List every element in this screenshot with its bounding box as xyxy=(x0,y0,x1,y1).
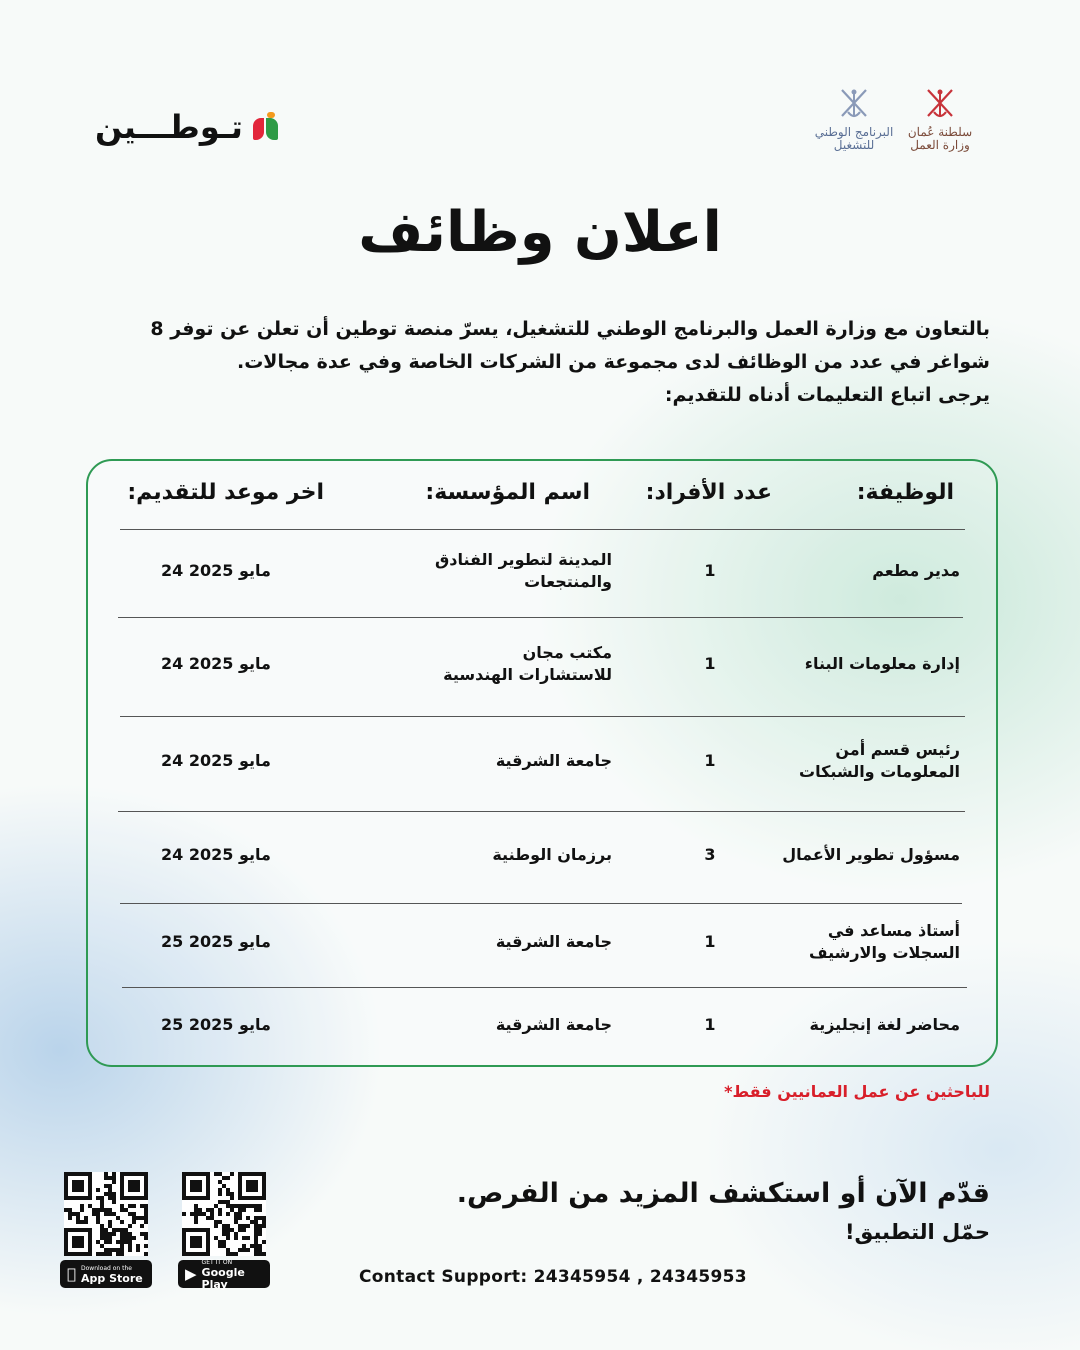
job-title xyxy=(809,920,960,964)
cta-download: حمّل التطبيق! xyxy=(844,1220,990,1244)
deadline-date-line: 24 مايو 2025 xyxy=(161,845,271,864)
job-title-line: السجلات والارشيف xyxy=(809,943,960,962)
deadline-date-line: 24 مايو 2025 xyxy=(161,561,271,580)
national-employment-program-logo xyxy=(806,86,902,152)
google-play-label: Google Play xyxy=(201,1265,245,1291)
vacancy-count xyxy=(700,844,720,866)
deadline-date xyxy=(161,653,271,675)
job-title xyxy=(810,1014,961,1036)
deadline-date xyxy=(161,844,271,866)
job-title-line: رئيس قسم أمن xyxy=(835,740,960,759)
vacancy-count xyxy=(700,1014,720,1036)
oman-emblem-red-icon xyxy=(924,86,956,122)
intro-text xyxy=(120,313,990,412)
deadline-date-line: 25 مايو 2025 xyxy=(161,1015,271,1034)
google-play-button[interactable] xyxy=(178,1258,270,1291)
contact-support: Contact Support: 24345954 , 24345953 xyxy=(359,1267,747,1287)
job-title-line: أستاذ مساعد في xyxy=(827,921,960,940)
google-play-icon: ▶ xyxy=(185,1264,197,1283)
program-name-line2: للتشغيل xyxy=(833,138,875,152)
app-store-small-label: Download on the xyxy=(72,1264,123,1272)
job-title-line: مدير مطعم xyxy=(872,561,960,580)
tawteen-mark-icon xyxy=(253,112,279,142)
header-deadline: اخر موعد للتقديم: xyxy=(127,480,324,505)
job-title xyxy=(805,653,960,675)
organization-name-line: مكتب مجان xyxy=(522,643,612,662)
tawteen-logo xyxy=(95,108,279,146)
vacancy-count-line: 1 xyxy=(704,932,716,951)
organization-name xyxy=(496,1014,612,1036)
job-title-line: إدارة معلومات البناء xyxy=(804,654,960,673)
job-title xyxy=(782,844,960,866)
ministry-name-line2: وزارة العمل xyxy=(910,138,970,152)
deadline-date-line: 24 مايو 2025 xyxy=(161,751,271,770)
intro-line-1: بالتعاون مع وزارة العمل والبرنامج الوطني للتشغيل، يسرّ منصة توطين أن تعلن عن توفر 8 xyxy=(150,318,990,340)
job-title-line: المعلومات والشبكات xyxy=(798,762,960,781)
organization-name xyxy=(496,931,612,953)
vacancy-count xyxy=(700,750,720,772)
app-store-button[interactable] xyxy=(60,1260,152,1288)
oman-emblem-icon xyxy=(838,86,870,122)
row-divider xyxy=(118,617,963,618)
header-count: عدد الأفراد: xyxy=(645,480,772,505)
organization-name xyxy=(492,844,612,866)
organization-name-line: للاستشارات الهندسية xyxy=(443,665,612,684)
deadline-date xyxy=(161,931,271,953)
row-divider xyxy=(120,716,965,717)
app-store-qr-code[interactable] xyxy=(64,1172,148,1256)
organization-name-line: والمنتجعات xyxy=(524,572,612,591)
organization-name xyxy=(443,642,612,686)
google-play-small-label: GET IT ON xyxy=(201,1258,233,1266)
vacancy-count-line: 1 xyxy=(704,1015,716,1034)
job-title-line: مسؤول تطوير الأعمال xyxy=(782,845,960,864)
vacancy-count xyxy=(700,560,720,582)
job-title xyxy=(872,560,960,582)
brand-name: تـوطـــين xyxy=(95,108,243,146)
organization-name xyxy=(496,750,612,772)
organization-name-line: جامعة الشرقية xyxy=(495,932,612,951)
vacancy-count-line: 1 xyxy=(704,751,716,770)
intro-line-2: شواغر في عدد من الوظائف لدى مجموعة من الشركات الخاصة وفي عدة مجالات. xyxy=(237,351,990,373)
deadline-date xyxy=(161,1014,271,1036)
app-store-label: App Store xyxy=(72,1271,134,1285)
cta-headline: قدّم الآن أو استكشف المزيد من الفرص. xyxy=(456,1178,990,1209)
organization-name-line: جامعة الشرقية xyxy=(495,751,612,770)
job-title-line: محاضر لغة إنجليزية xyxy=(809,1015,960,1034)
apple-icon xyxy=(67,1267,76,1282)
vacancy-count-line: 1 xyxy=(704,654,716,673)
row-divider xyxy=(120,903,962,904)
organization-name-line: المدينة لتطوير الفنادق xyxy=(434,550,612,569)
header-org: اسم المؤسسة: xyxy=(425,480,590,505)
vacancy-count-line: 3 xyxy=(704,845,716,864)
deadline-date-line: 25 مايو 2025 xyxy=(161,932,271,951)
organization-name-line: برزمان الوطنية xyxy=(492,845,612,864)
header-job: الوظيفة: xyxy=(856,480,954,505)
intro-line-3: يرجى اتباع التعليمات أدناه للتقديم: xyxy=(664,384,990,406)
deadline-date-line: 24 مايو 2025 xyxy=(161,654,271,673)
vacancy-count xyxy=(700,931,720,953)
job-title xyxy=(799,739,960,783)
page-title: اعلان وظائف xyxy=(358,200,722,265)
row-divider xyxy=(120,529,965,530)
ministry-name-line1: سلطنة عُمان xyxy=(907,125,973,139)
program-name-line1: البرنامج الوطني xyxy=(814,125,894,139)
google-play-qr-code[interactable] xyxy=(182,1172,266,1256)
vacancy-count-line: 1 xyxy=(704,561,716,580)
organization-name xyxy=(435,549,612,593)
row-divider xyxy=(122,987,967,988)
ministry-of-labour-logo xyxy=(905,86,975,152)
eligibility-note: للباحثين عن عمل العمانيين فقط* xyxy=(724,1082,990,1101)
organization-name-line: جامعة الشرقية xyxy=(495,1015,612,1034)
deadline-date xyxy=(161,560,271,582)
row-divider xyxy=(118,811,965,812)
deadline-date xyxy=(161,750,271,772)
vacancy-count xyxy=(700,653,720,675)
